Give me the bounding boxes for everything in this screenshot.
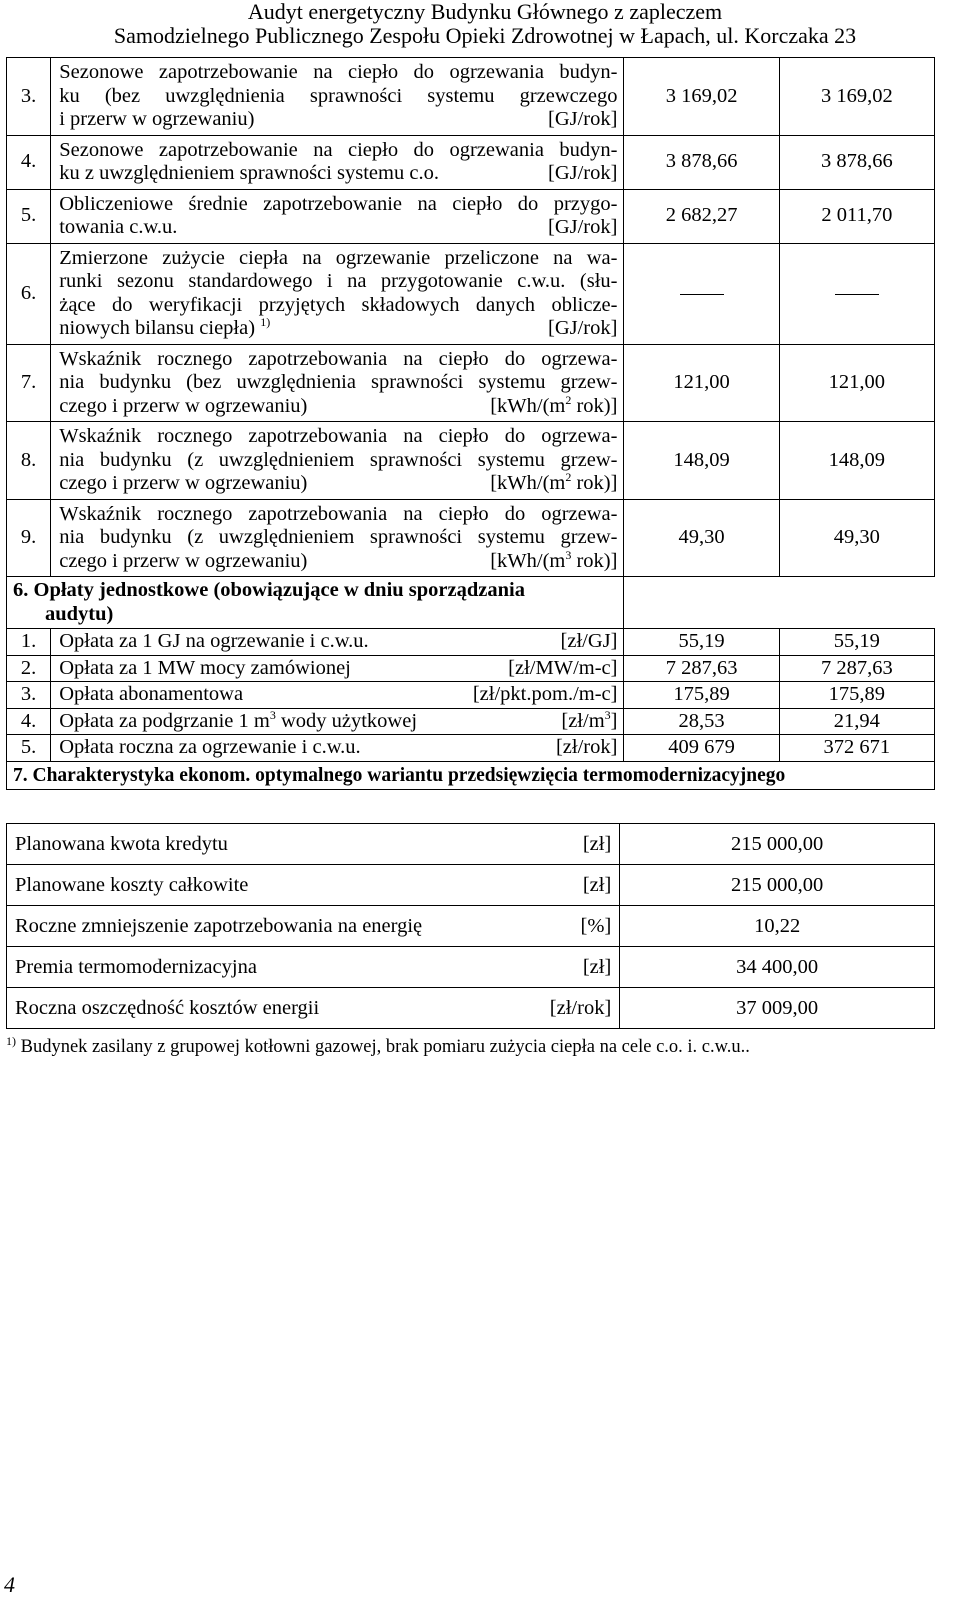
value-cell: 148,09 <box>624 422 779 500</box>
description-line <box>59 216 617 240</box>
row-number: 3. <box>7 682 51 709</box>
unit-label: [GJ/rok] <box>548 216 618 238</box>
description-line <box>59 392 618 419</box>
value-cell: 409 679 <box>624 735 779 762</box>
value-cell: 175,89 <box>624 682 779 709</box>
description-line: runki sezonu standardowego i na przygotowanie c.w.u. (słu- <box>59 270 618 292</box>
description-line: Obliczeniowe średnie zapotrzebowanie na ciepło do przygo- <box>59 192 618 215</box>
unit-label <box>561 707 618 734</box>
row-number: 2. <box>7 655 51 682</box>
section-6-title-line1: 6. Opłaty jednostkowe (obowiązujące w dniu sporządzania <box>13 579 525 601</box>
description-line: Wskaźnik rocznego zapotrzebowania na ciepło do ogrzewa- <box>59 347 618 370</box>
empty-cell <box>779 577 934 629</box>
value-cell: 175,89 <box>779 682 934 709</box>
page-header <box>0 0 960 48</box>
section-6-title <box>7 577 624 629</box>
unit-sup: 3 <box>604 707 611 722</box>
description-line <box>59 317 617 341</box>
table-row <box>7 135 935 189</box>
fee-description <box>51 655 624 682</box>
econ-label: Planowane koszty całkowite <box>15 874 249 896</box>
description-line: Sezonowe zapotrzebowanie na ciepło do ogrzewania budyn- <box>59 61 618 83</box>
description-line: Wskaźnik rocznego zapotrzebowania na ciepło do ogrzewa- <box>59 425 618 447</box>
value-cell: 2 011,70 <box>779 189 934 243</box>
unit-label: [%] <box>580 915 612 937</box>
row-number: 9. <box>7 499 51 577</box>
description-line-text: czego i przerw w ogrzewaniu) <box>59 472 308 494</box>
value-cell: 372 671 <box>779 735 934 762</box>
econ-row <box>7 988 935 1029</box>
row-description <box>51 422 624 500</box>
description-line: nia budynku (z uwzględnieniem sprawności systemu grzew- <box>59 448 618 471</box>
fee-row <box>7 682 935 709</box>
unit-label: [zł] <box>582 833 612 855</box>
fee-row <box>7 708 935 735</box>
econ-value: 34 400,00 <box>620 947 935 988</box>
table-row <box>7 499 935 577</box>
table-row <box>7 344 935 422</box>
unit-sup: 3 <box>565 547 572 562</box>
row-number: 7. <box>7 344 51 422</box>
row-description <box>51 344 624 422</box>
value-cell: 7 287,63 <box>624 655 779 682</box>
econ-value: 10,22 <box>620 906 935 947</box>
value-cell: 49,30 <box>779 499 934 577</box>
value-cell: 7 287,63 <box>779 655 934 682</box>
row-description <box>51 499 624 577</box>
econ-description <box>7 865 620 906</box>
econ-description <box>7 988 620 1029</box>
description-line <box>59 162 617 186</box>
unit-sup: 2 <box>565 470 572 485</box>
econ-label: Planowana kwota kredytu <box>15 833 228 855</box>
table-row <box>7 243 935 344</box>
row-description <box>51 135 624 189</box>
description-line-text: i przerw w ogrzewaniu) <box>59 108 255 130</box>
fee-label-post: wody użytkowej <box>275 709 418 732</box>
fee-row <box>7 735 935 762</box>
econ-row <box>7 865 935 906</box>
footnote-text: Budynek zasilany z grupowej kotłowni gazowej, brak pomiaru zużycia ciepła na cele c.o. i. c.w.u.. <box>16 1037 750 1057</box>
econ-value: 215 000,00 <box>620 865 935 906</box>
unit-label: [$kWh/(m^2$ rok)] <box>490 470 618 494</box>
unit-label: [zł] <box>582 874 612 896</box>
unit-label: [GJ/rok] <box>548 162 618 184</box>
description-line: Zmierzone zużycie ciepła na ogrzewanie przeliczone na wa- <box>59 246 618 269</box>
econ-row <box>7 947 935 988</box>
row-description <box>51 189 624 243</box>
value-cell: 55,19 <box>624 629 779 656</box>
footnote-ref: 1) <box>260 315 271 330</box>
unit-sup: 2 <box>565 392 572 407</box>
row-number: 3. <box>7 58 51 136</box>
unit-label: [GJ/rok] <box>548 108 618 130</box>
energy-demand-table <box>6 57 935 790</box>
value-cell: 3 169,02 <box>779 58 934 136</box>
section-7-title: 7. Charakterystyka ekonom. optymalnego wariantu przedsięwzięcia termomodernizacyjnego <box>7 761 935 790</box>
row-description <box>51 58 624 136</box>
unit-label: [zł/rok] <box>549 997 612 1019</box>
footnote-marker: 1) <box>6 1033 16 1048</box>
fee-label-pre: Opłata za podgrzanie 1 m <box>59 709 270 732</box>
fee-description <box>51 629 624 656</box>
table-row <box>7 58 935 136</box>
description-line-text: ku z uwzględnieniem sprawności systemu c.o. <box>59 162 439 184</box>
row-description <box>51 243 624 344</box>
unit-label: [$kWh/(m^3$ rok)] <box>490 547 618 572</box>
econ-value: 215 000,00 <box>620 824 935 865</box>
description-line <box>59 472 617 496</box>
description-line: Wskaźnik rocznego zapotrzebowania na ciepło do ogrzewa- <box>59 502 618 525</box>
description-line: nia budynku (z uwzględnieniem sprawności systemu grzew- <box>59 526 618 548</box>
fee-label: Opłata za 1 MW mocy zamówionej <box>59 656 351 679</box>
description-line-text: czego i przerw w ogrzewaniu) <box>59 549 308 572</box>
section-6-heading-row <box>7 577 935 629</box>
value-cell-empty <box>779 243 934 344</box>
fee-description <box>51 735 624 762</box>
value-cell-empty <box>624 243 779 344</box>
unit-post: ] <box>610 709 618 732</box>
fee-description <box>51 682 624 709</box>
description-line: żące do weryfikacji przyjętych składowych danych oblicze- <box>59 293 618 316</box>
empty-cell <box>624 577 779 629</box>
description-line: nia budynku (bez uwzględnienia sprawności systemu grzew- <box>59 371 618 393</box>
description-line-text: towania c.w.u. <box>59 216 178 238</box>
unit-pre: [zł/m <box>561 709 605 732</box>
value-cell: 2 682,27 <box>624 189 779 243</box>
fee-row <box>7 655 935 682</box>
row-number: 4. <box>7 708 51 735</box>
header-title-line2: Samodzielnego Publicznego Zespołu Opieki Zdrowotnej w Łapach, ul. Korczaka 23 <box>113 23 857 48</box>
row-number: 8. <box>7 422 51 500</box>
description-line: Sezonowe zapotrzebowanie na ciepło do ogrzewania budyn- <box>59 138 618 161</box>
unit-label: [zł/rok] <box>555 736 618 758</box>
fee-description <box>51 708 624 735</box>
econ-label: Roczna oszczędność kosztów energii <box>15 997 320 1019</box>
fee-label: Opłata roczna za ogrzewanie i c.w.u. <box>59 736 361 758</box>
description-line <box>59 108 617 132</box>
value-cell: 28,53 <box>624 708 779 735</box>
economic-characteristics-table <box>6 823 935 1029</box>
value-cell: 55,19 <box>779 629 934 656</box>
description-line <box>59 547 618 574</box>
row-number: 6. <box>7 243 51 344</box>
footnote <box>6 1033 750 1058</box>
unit-label: [zł/MW/m-c] <box>508 656 618 679</box>
row-number: 5. <box>7 189 51 243</box>
unit-label: [GJ/rok] <box>548 317 618 339</box>
econ-description <box>7 824 620 865</box>
value-cell: 3 878,66 <box>624 135 779 189</box>
value-cell: 49,30 <box>624 499 779 577</box>
dash-mark <box>835 294 879 295</box>
value-cell: 121,00 <box>779 344 934 422</box>
econ-row <box>7 824 935 865</box>
value-cell: 21,94 <box>779 708 934 735</box>
unit-label: [zł/GJ] <box>560 630 618 652</box>
description-line-text: niowych bilansu ciepła) <box>59 317 256 339</box>
unit-label: [$kWh/(m^2$ rok)] <box>490 392 618 417</box>
value-cell: 3 878,66 <box>779 135 934 189</box>
econ-label: Premia termomodernizacyjna <box>15 956 257 978</box>
table-row <box>7 422 935 500</box>
section-7-heading-row <box>7 761 935 790</box>
fee-label: Opłata abonamentowa <box>59 683 244 705</box>
econ-description <box>7 947 620 988</box>
page-number: 4 <box>4 1572 15 1597</box>
econ-description <box>7 906 620 947</box>
section-6-title-line2: audytu) <box>45 602 114 625</box>
value-cell: 148,09 <box>779 422 934 500</box>
fee-label: Opłata za 1 GJ na ogrzewanie i c.w.u. <box>59 630 369 652</box>
value-cell: 3 169,02 <box>624 58 779 136</box>
dash-mark <box>680 294 724 295</box>
econ-value: 37 009,00 <box>620 988 935 1029</box>
fee-label-sup: 3 <box>269 707 276 722</box>
unit-label: [zł] <box>582 956 612 978</box>
value-cell: 121,00 <box>624 344 779 422</box>
row-number: 4. <box>7 135 51 189</box>
header-title-line1: Audyt energetyczny Budynku Głównego z zapleczem <box>247 0 723 24</box>
description-line: ku (bez uwzględnienia sprawności systemu grzewczego <box>59 84 618 107</box>
row-number: 5. <box>7 735 51 762</box>
row-number: 1. <box>7 629 51 656</box>
econ-row <box>7 906 935 947</box>
econ-label: Roczne zmniejszenie zapotrzebowania na energię <box>15 915 423 937</box>
table-row <box>7 189 935 243</box>
description-line-text: czego i przerw w ogrzewaniu) <box>59 394 308 417</box>
unit-label: [zł/pkt.pom./m-c] <box>472 683 618 705</box>
fee-row <box>7 629 935 656</box>
